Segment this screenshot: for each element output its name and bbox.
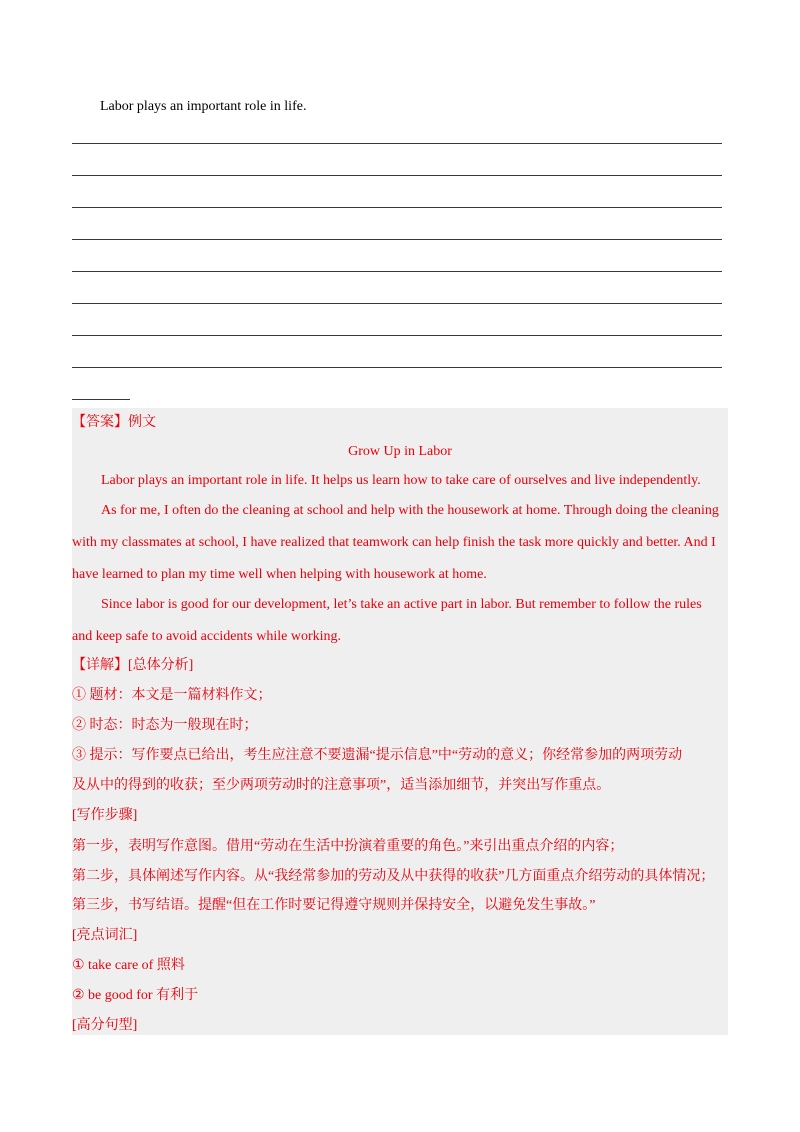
answer-box [72,408,728,1035]
writing-line [72,175,722,176]
vocab-header: [亮点词汇] [72,928,138,943]
analysis-item-1: ① 题材：本文是一篇材料作文； [72,688,272,703]
writing-line [72,207,722,208]
answer-header: 【答案】例文 [72,415,156,430]
essay-paragraph-1: Labor plays an important role in life. It helps us learn how to take care of ourselves and live independently. [101,473,701,488]
writing-line [72,367,722,368]
step-2: 第二步，具体阐述写作内容。从“我经常参加的劳动及从中获得的收获”几方面重点介绍劳动的具体情况； [72,869,715,884]
writing-line [72,335,722,336]
vocab-item-2: ② be good for 有利于 [72,988,199,1003]
writing-line [72,303,722,304]
essay-paragraph-2-line-1: As for me, I often do the cleaning at school and help with the housework at home. Through doing the cleaning [101,503,719,518]
prompt-text: Labor plays an important role in life. [100,99,307,114]
essay-paragraph-3-line-1: Since labor is good for our development, let’s take an active part in labor. But remember to follow the rules [101,597,702,612]
sentences-header: [高分句型] [72,1018,138,1033]
writing-line [72,239,722,240]
analysis-item-3-line-2: 及从中的得到的收获；至少两项劳动时的注意事项”，适当添加细节，并突出写作重点。 [72,778,611,793]
vocab-item-1: ① take care of 照料 [72,958,185,973]
step-3: 第三步，书写结语。提醒“但在工作时要记得遵守规则并保持安全，以避免发生事故。” [72,898,596,913]
steps-header: [写作步骤] [72,808,138,823]
essay-title: Grow Up in Labor [348,444,452,459]
analysis-item-2: ② 时态：时态为一般现在时； [72,718,258,733]
step-1: 第一步，表明写作意图。借用“劳动在生活中扮演着重要的角色。”来引出重点介绍的内容； [72,839,624,854]
writing-line-short [72,399,130,400]
analysis-item-3-line-1: ③ 提示：写作要点已给出，考生应注意不要遗漏“提示信息”中“劳动的意义；你经常参加的两项劳动 [72,748,683,763]
writing-line [72,143,722,144]
writing-line [72,271,722,272]
essay-paragraph-3-line-2: and keep safe to avoid accidents while working. [72,629,342,644]
detail-header: 【详解】[总体分析] [72,658,194,673]
essay-paragraph-2-line-3: have learned to plan my time well when helping with housework at home. [72,567,487,582]
essay-paragraph-2-line-2: with my classmates at school, I have realized that teamwork can help finish the task more quickly and better. And I [72,535,716,550]
